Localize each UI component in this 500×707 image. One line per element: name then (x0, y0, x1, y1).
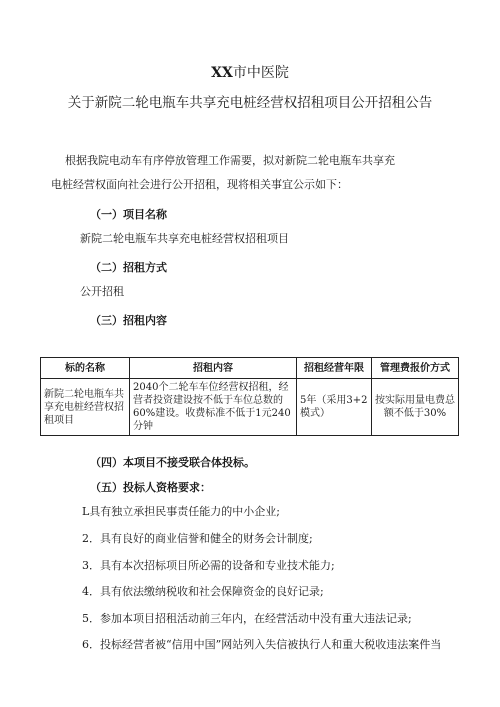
document-title (0, 62, 500, 82)
title-suffix: 市中医院 (232, 65, 289, 81)
fee-cell: 按实际用量电费总额不低于30% (372, 379, 459, 436)
requirement-item: 6．投标经营者被“信用中国”网站列入失信被执行人和重大税收违法案件当 (82, 638, 442, 651)
section-1-body: 新院二轮电瓶车共享充电桩经营权招租项目 (80, 232, 289, 245)
section-2-body: 公开招租 (80, 285, 124, 298)
table-header-cell: 招租经营年限 (297, 358, 372, 379)
requirement-item: 5．参加本项目招租活动前三年内，在经营活动中没有重大违法记录; (82, 612, 412, 625)
table-header-cell: 招租内容 (130, 358, 297, 379)
section-4-heading: （四）本项目不接受联合体投标。 (90, 456, 255, 469)
rental-content-table (40, 357, 459, 436)
requirement-item: 4．具有依法缴纳税收和社会保障资金的良好记录; (82, 585, 324, 598)
requirement-item: 2．具有良好的商业信誉和健全的财务会计制度; (82, 532, 313, 545)
table-header-cell: 管理费报价方式 (372, 358, 459, 379)
section-1-heading: （一）项目名称 (90, 208, 167, 221)
intro-line-1: 根据我院电动车有序停放管理工作需要，拟对新院二轮电瓶车共享充 (65, 154, 395, 167)
table-header-row (41, 358, 459, 379)
project-name-cell: 新院二轮电瓶车共享充电桩经营权招租项目 (41, 379, 130, 436)
section-2-heading: （二）招租方式 (90, 261, 167, 274)
intro-line-2: 电桩经营权面向社会进行公开招租，现将相关事宜公示如下： (51, 178, 348, 191)
section-5-heading: （五）投标人资格要求： (90, 481, 211, 494)
table-row (41, 379, 459, 436)
rental-content-cell: 2040个二轮车车位经营权招租，经营者投资建设按不低于车位总数的60%建设。收费标准不低于1元240分钟 (130, 379, 297, 436)
document-subtitle: 关于新院二轮电瓶车共享充电桩经营权招租项目公开招租公告 (67, 95, 433, 111)
table-header-cell: 标的名称 (41, 358, 130, 379)
title-prefix: XX (211, 65, 233, 81)
section-3-heading: （三）招租内容 (90, 314, 167, 327)
term-cell: 5年（采用3+2模式） (297, 379, 372, 436)
requirement-item: 3．具有本次招标项目所必需的设备和专业技术能力; (82, 559, 335, 572)
requirement-item: L具有独立承担民事责任能力的中小企业; (82, 505, 281, 518)
